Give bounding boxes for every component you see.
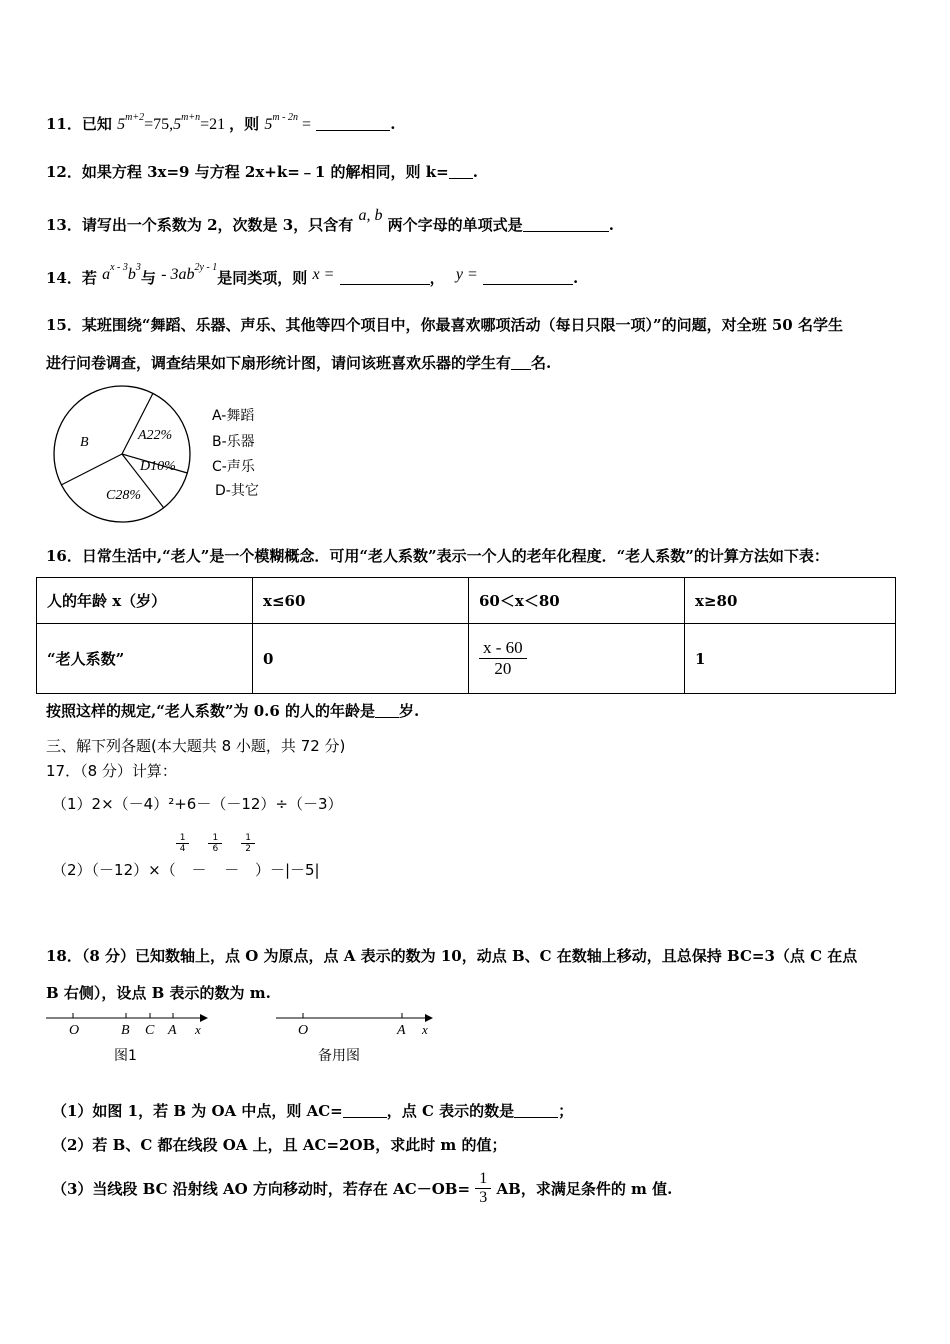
point-o-label: O bbox=[69, 1023, 80, 1038]
q11-equations bbox=[117, 112, 229, 133]
pie-divider-cb bbox=[61, 454, 122, 485]
q18-p3-b: AB，求满足条件的 m 值. bbox=[496, 1180, 673, 1198]
q11-ask-rest: = bbox=[301, 116, 311, 133]
question-18-part1 bbox=[52, 1100, 573, 1121]
table-row bbox=[37, 624, 896, 694]
table-cell: 0 bbox=[253, 624, 469, 694]
q17-fraction-3 bbox=[241, 833, 255, 854]
q15-answer-blank[interactable] bbox=[511, 369, 531, 370]
q14-term2-exp: 2y - 1 bbox=[194, 262, 218, 273]
q11-eq2-rest: =21 bbox=[200, 116, 226, 133]
fraction-denominator: 20 bbox=[494, 659, 512, 678]
age-fraction bbox=[479, 638, 527, 679]
q17-op2: － bbox=[224, 861, 240, 879]
axis-arrow bbox=[200, 1014, 208, 1022]
table-header-cell: x≤60 bbox=[253, 578, 469, 624]
figure-1-caption: 图1 bbox=[114, 1048, 137, 1064]
q14-x-blank[interactable] bbox=[340, 284, 430, 285]
q11-eq2-exp: m+n bbox=[181, 112, 201, 123]
q13-vars: a, b bbox=[358, 207, 383, 224]
q15-line2-a: 进行问卷调查，调查结果如下扇形统计图，请问该班喜欢乐器的学生有 bbox=[46, 354, 512, 372]
figure-2-caption: 备用图 bbox=[318, 1048, 360, 1064]
question-16-intro: 16．日常生活中,“老人”是一个模糊概念．可用“老人系数”表示一个人的老年化程度．“老人系数”的计算方法如下表： bbox=[46, 547, 829, 565]
q11-answer-blank[interactable] bbox=[316, 130, 390, 131]
q12-text: 12．如果方程 3x=9 与方程 2x+k=﹣1 的解相同，则 k= bbox=[46, 163, 449, 181]
section-3-title: 三、解下列各题(本大题共 8 小题，共 72 分) bbox=[46, 737, 346, 755]
q12-end: . bbox=[472, 163, 478, 181]
q16-answer-blank[interactable] bbox=[375, 717, 399, 718]
q11-middle: ，则 bbox=[229, 115, 260, 133]
table-cell: 1 bbox=[685, 624, 896, 694]
q11-end: . bbox=[390, 115, 396, 133]
q14-tail: 是同类项，则 bbox=[217, 269, 308, 287]
pie-label-b: B bbox=[80, 435, 89, 450]
question-13 bbox=[46, 207, 614, 235]
q11-eq2-base: 5 bbox=[173, 116, 182, 133]
question-15-line1: 15．某班围绕“舞蹈、乐器、声乐、其他等四个项目中，你最喜欢哪项活动（每日只限一项）”的问题，对全班 50 名学生 bbox=[46, 316, 843, 334]
q11-eq1-rest: =75, bbox=[144, 116, 174, 133]
q16-after-a: 按照这样的规定,“老人系数”为 0.6 的人的年龄是 bbox=[46, 702, 376, 720]
pie-label-d: D10% bbox=[140, 459, 176, 474]
q14-term1-a-exp: x - 3 bbox=[110, 262, 128, 273]
q15-line2-b: 名. bbox=[531, 354, 552, 372]
fraction-numerator: 1 bbox=[176, 833, 190, 844]
q18-p1-a: （1）如图 1，若 B 为 OA 中点，则 AC= bbox=[52, 1102, 343, 1120]
q14-y-label: y = bbox=[455, 266, 478, 283]
pie-legend-c: C-声乐 bbox=[212, 459, 255, 475]
q18-c-blank[interactable] bbox=[514, 1117, 558, 1118]
axis-x-label: x bbox=[195, 1022, 201, 1037]
q11-ask-exp: m - 2n bbox=[272, 112, 298, 123]
question-15-line2 bbox=[46, 352, 551, 373]
question-11 bbox=[46, 112, 395, 134]
q14-x-label: x = bbox=[312, 266, 335, 283]
point-b-label: B bbox=[121, 1023, 130, 1038]
question-18-part3 bbox=[52, 1170, 672, 1207]
q14-term1-a: a bbox=[102, 266, 111, 283]
q13-text: 13．请写出一个系数为 2，次数是 3，只含有 bbox=[46, 216, 354, 234]
coefficient-table bbox=[36, 577, 896, 694]
question-16-after bbox=[46, 700, 419, 721]
q17-p2-suffix: ）－|－5| bbox=[254, 861, 320, 879]
fraction-denominator: 3 bbox=[479, 1189, 488, 1206]
question-17-title: 17．（8 分）计算： bbox=[46, 762, 177, 780]
q11-ask-base: 5 bbox=[264, 116, 273, 133]
fraction-numerator: 1 bbox=[241, 833, 255, 844]
pie-chart bbox=[40, 380, 280, 530]
q17-fraction-1 bbox=[176, 833, 190, 854]
q14-term2-base: - 3ab bbox=[161, 266, 195, 283]
pie-legend-a: A-舞蹈 bbox=[212, 408, 255, 424]
table-cell bbox=[469, 624, 685, 694]
pie-divider-a bbox=[122, 393, 153, 454]
q11-number: 11． bbox=[46, 115, 82, 133]
point-c-label: C bbox=[145, 1023, 155, 1038]
q14-number: 14．若 bbox=[46, 269, 97, 287]
q14-sep: ， bbox=[429, 269, 445, 287]
table-header-cell: 人的年龄 x（岁） bbox=[37, 578, 253, 624]
q13-text2: 两个字母的单项式是 bbox=[387, 216, 523, 234]
fraction-numerator: 1 bbox=[208, 833, 222, 844]
one-third-fraction bbox=[475, 1170, 491, 1207]
point-a-label: A bbox=[168, 1023, 177, 1038]
question-17-part2 bbox=[52, 833, 320, 880]
q11-eq1-base: 5 bbox=[117, 116, 126, 133]
question-18-part2: （2）若 B、C 都在线段 OA 上，且 AC=2OB，求此时 m 的值； bbox=[52, 1136, 507, 1154]
point-a-label: A bbox=[397, 1023, 406, 1038]
table-cell: “老人系数” bbox=[37, 624, 253, 694]
fraction-denominator: 2 bbox=[245, 844, 251, 854]
q14-end: . bbox=[573, 269, 579, 287]
q14-term2 bbox=[161, 262, 218, 283]
q17-p2-prefix: （2）（－12）×（ bbox=[52, 861, 176, 879]
question-17-part1: （1）2×（－4）²+6－（－12）÷（－3） bbox=[52, 795, 343, 813]
q14-mid: 与 bbox=[140, 269, 156, 287]
q18-p1-b: ，点 C 表示的数是 bbox=[386, 1102, 515, 1120]
question-14 bbox=[46, 262, 578, 288]
number-line-figure-2 bbox=[270, 1010, 450, 1070]
q18-p1-c: ； bbox=[558, 1102, 574, 1120]
q13-answer-blank[interactable] bbox=[523, 231, 609, 232]
table-header-cell: x≥80 bbox=[685, 578, 896, 624]
axis-arrow bbox=[425, 1014, 433, 1022]
fraction-denominator: 6 bbox=[212, 844, 219, 854]
q13-end: . bbox=[608, 216, 614, 234]
pie-label-c: C28% bbox=[106, 488, 141, 503]
pie-legend-d: D-其它 bbox=[215, 483, 259, 499]
fraction-numerator: x - 60 bbox=[479, 638, 527, 659]
q18-ac-blank[interactable] bbox=[343, 1117, 387, 1118]
pie-label-a: A22% bbox=[138, 428, 173, 443]
q12-answer-blank[interactable] bbox=[449, 178, 473, 179]
q14-term1-b: b bbox=[127, 266, 136, 283]
q14-term1 bbox=[102, 262, 141, 283]
q11-eq1-exp: m+2 bbox=[125, 112, 145, 123]
point-o-label: O bbox=[298, 1023, 309, 1038]
q17-fraction-2 bbox=[208, 833, 222, 854]
fraction-numerator: 1 bbox=[475, 1170, 491, 1189]
axis-x-label: x bbox=[422, 1022, 428, 1037]
question-18-line2: B 右侧），设点 B 表示的数为 m. bbox=[46, 984, 271, 1002]
q16-after-b: 岁. bbox=[399, 702, 420, 720]
q14-term1-b-exp: 3 bbox=[135, 262, 141, 273]
table-row bbox=[37, 578, 896, 624]
q14-y-blank[interactable] bbox=[483, 284, 573, 285]
question-12 bbox=[46, 161, 478, 182]
table-header-cell: 60＜x＜80 bbox=[469, 578, 685, 624]
q11-ask bbox=[264, 112, 311, 133]
q18-p3-a: （3）当线段 BC 沿射线 AO 方向移动时，若存在 AC－OB= bbox=[52, 1180, 471, 1198]
question-18-line1: 18．（8 分）已知数轴上，点 O 为原点，点 A 表示的数为 10，动点 B、C 在数轴上移动，且总保持 BC=3（点 C 在点 bbox=[46, 947, 858, 965]
pie-legend-b: B-乐器 bbox=[212, 434, 255, 450]
q17-op1: － bbox=[191, 861, 207, 879]
fraction-denominator: 4 bbox=[179, 844, 186, 854]
q11-prefix: 已知 bbox=[81, 115, 112, 133]
